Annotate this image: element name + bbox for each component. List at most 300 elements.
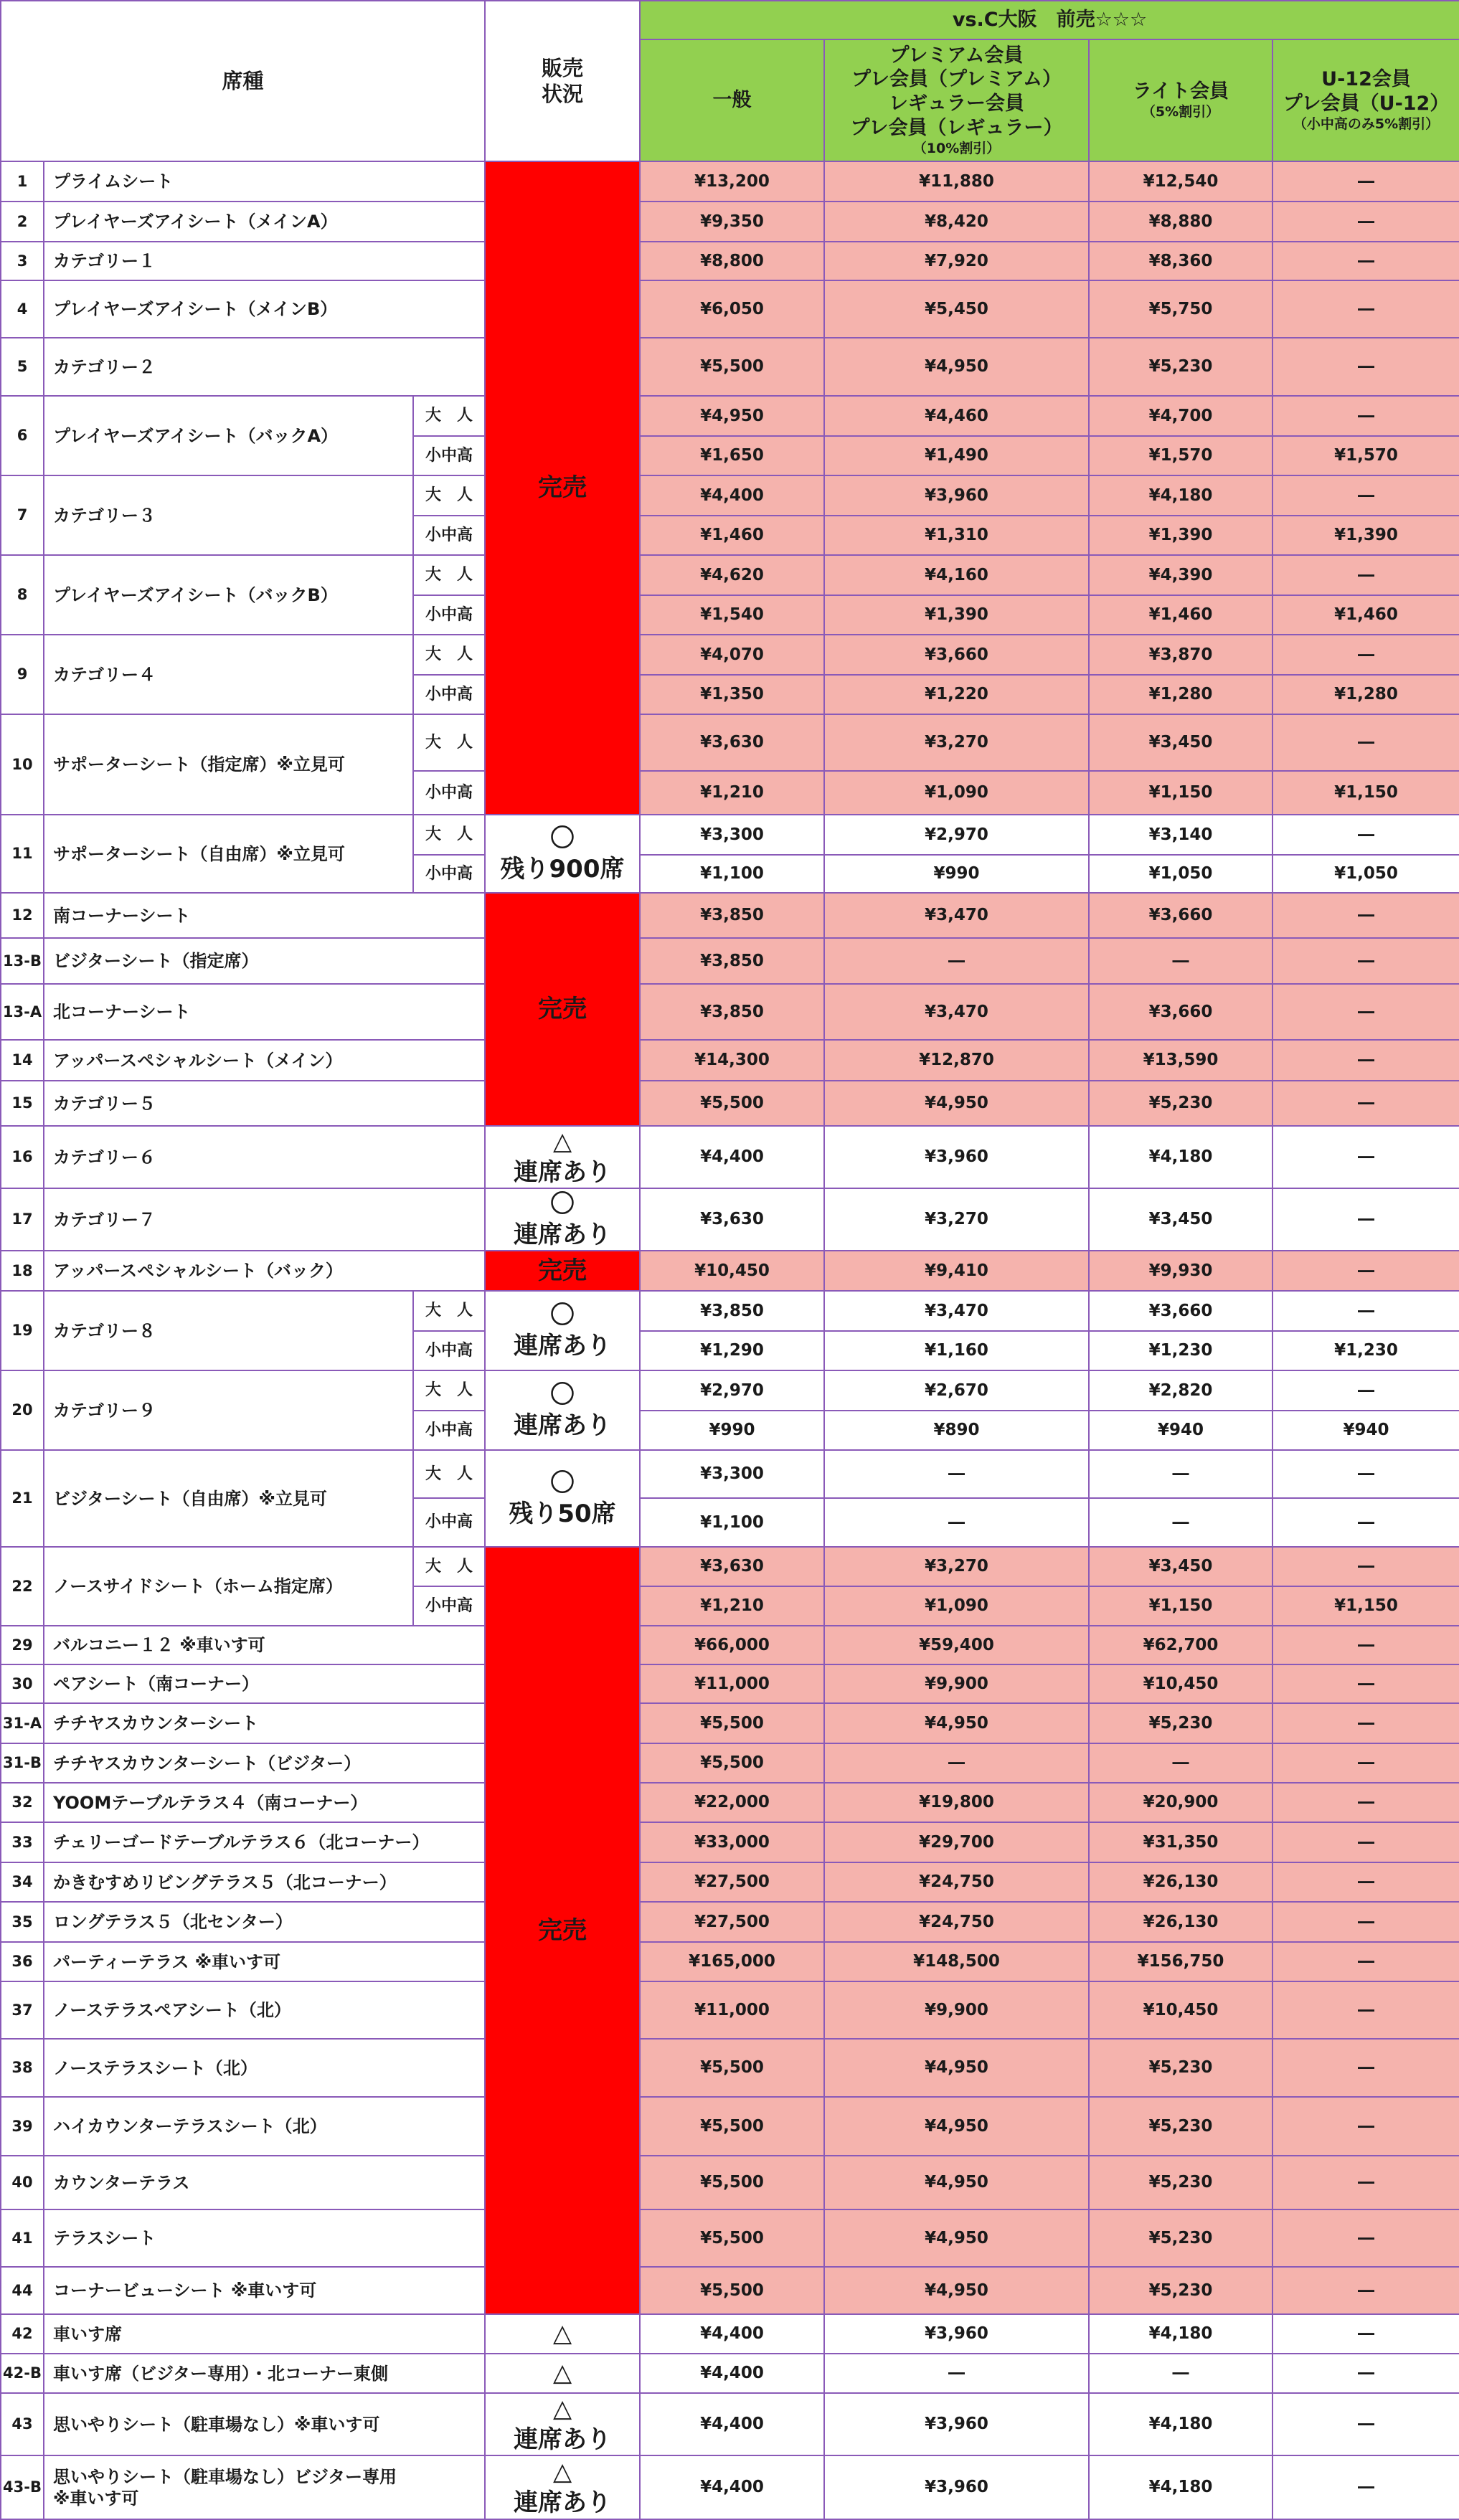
price-u12: ― [1273,1498,1459,1547]
seat-name: カテゴリー２ [44,338,485,396]
price-u12: ― [1273,2354,1459,2393]
seat-number: 13-A [1,984,44,1040]
seat-name: コーナービューシート ※車いす可 [44,2267,485,2314]
age-category: 小中高 [413,771,485,815]
status-label: 完売 [538,1915,587,1945]
price-premium: ¥5,450 [824,280,1089,338]
table-row [1,2455,1459,2519]
seat-name: チチヤスカウンターシート（ビジター） [44,1743,485,1783]
price-lite: ¥2,820 [1089,1370,1273,1411]
seat-name: カテゴリー７ [44,1188,485,1251]
price-premium: ¥1,090 [824,771,1089,815]
price-premium: ― [824,1743,1089,1783]
price-lite: ¥3,870 [1089,635,1273,675]
price-general: ¥4,950 [640,396,824,436]
table-row [1,1942,1459,1981]
table-row [1,280,1459,338]
table-row [1,1251,1459,1291]
price-u12: ― [1273,1547,1459,1586]
table-row [1,161,1459,202]
seat-name: バルコニー１２ ※車いす可 [44,1626,485,1664]
status-label: 〇 残り900席 [500,824,625,884]
table-row [1,1783,1459,1822]
table-row [1,1743,1459,1783]
seat-name: カテゴリー９ [44,1370,413,1450]
price-u12: ― [1273,1626,1459,1664]
price-u12: ― [1273,280,1459,338]
price-general: ¥4,620 [640,555,824,595]
price-u12: ¥1,150 [1273,1586,1459,1626]
price-general: ¥1,210 [640,771,824,815]
table-row [1,1626,1459,1664]
price-lite: ¥5,230 [1089,2267,1273,2314]
price-u12: ― [1273,242,1459,280]
seat-name: パーティーテラス ※車いす可 [44,1942,485,1981]
table-row [1,1188,1459,1251]
price-lite: ¥3,140 [1089,815,1273,855]
age-category: 小中高 [413,436,485,475]
seat-name: ノースサイドシート（ホーム指定席） [44,1547,413,1626]
price-general: ¥5,500 [640,2209,824,2267]
header-status [485,1,640,161]
seat-number: 42-B [1,2354,44,2393]
price-premium: ¥4,950 [824,2267,1089,2314]
status-soldout [485,893,640,1126]
table-row [1,893,1459,938]
seat-number: 20 [1,1370,44,1450]
age-category: 小中高 [413,516,485,555]
table-row [1,202,1459,242]
price-general: ¥4,400 [640,1126,824,1188]
status-label: △ 連席あり [514,1127,612,1187]
status-label: 〇 連席あり [514,1190,612,1249]
price-general: ¥5,500 [640,1703,824,1743]
price-general: ¥3,850 [640,938,824,984]
price-lite: ¥4,180 [1089,2314,1273,2354]
price-lite: ― [1089,938,1273,984]
age-category: 大 人 [413,1450,485,1498]
header-u12-note: （小中高のみ5%割引） [1293,115,1440,132]
status-availability [485,1450,640,1547]
price-u12: ¥1,150 [1273,771,1459,815]
price-premium: ¥1,390 [824,595,1089,635]
price-general: ¥5,500 [640,1743,824,1783]
price-lite: ¥10,450 [1089,1664,1273,1703]
price-lite: ¥26,130 [1089,1902,1273,1942]
price-premium: ¥11,880 [824,161,1089,202]
price-general: ¥66,000 [640,1626,824,1664]
price-lite: ¥5,750 [1089,280,1273,338]
status-soldout [485,161,640,815]
price-general: ¥2,970 [640,1370,824,1411]
status-label: 完売 [538,473,587,503]
price-lite: ― [1089,1450,1273,1498]
header-u12-label: U-12会員 プレ会員（U-12） [1283,68,1450,115]
price-lite: ¥4,390 [1089,555,1273,595]
age-category: 小中高 [413,595,485,635]
table-row [1,338,1459,396]
price-u12: ― [1273,1981,1459,2039]
seat-name: カテゴリー１ [44,242,485,280]
price-premium: ¥3,960 [824,2455,1089,2519]
price-general: ¥1,540 [640,595,824,635]
price-u12: ― [1273,2455,1459,2519]
seat-name: プレイヤーズアイシート（バックA） [44,396,413,475]
seat-name: サポーターシート（自由席）※立見可 [44,815,413,893]
seat-name: カテゴリー６ [44,1126,485,1188]
price-general: ¥5,500 [640,338,824,396]
price-general: ¥1,460 [640,516,824,555]
price-u12: ¥1,280 [1273,675,1459,714]
status-availability [485,1291,640,1370]
price-u12: ― [1273,815,1459,855]
price-premium: ¥4,950 [824,1081,1089,1126]
price-general: ¥1,100 [640,1498,824,1547]
price-premium: ¥24,750 [824,1902,1089,1942]
price-premium: ¥1,090 [824,1586,1089,1626]
seat-name: サポーターシート（指定席）※立見可 [44,714,413,815]
price-u12: ― [1273,2209,1459,2267]
price-u12: ¥1,050 [1273,855,1459,893]
seat-number: 30 [1,1664,44,1703]
age-category: 大 人 [413,635,485,675]
price-premium: ¥29,700 [824,1822,1089,1862]
table-row [1,1822,1459,1862]
seat-name: アッパースペシャルシート（バック） [44,1251,485,1291]
seat-name: テラスシート [44,2209,485,2267]
age-category: 大 人 [413,714,485,771]
seat-number: 11 [1,815,44,893]
seat-number: 31-B [1,1743,44,1783]
price-premium: ¥3,660 [824,635,1089,675]
price-u12: ― [1273,635,1459,675]
seat-number: 9 [1,635,44,714]
price-lite: ¥5,230 [1089,2156,1273,2209]
price-lite: ¥4,180 [1089,1126,1273,1188]
seat-number: 14 [1,1040,44,1081]
seat-number: 42 [1,2314,44,2354]
seat-number: 16 [1,1126,44,1188]
seat-number: 37 [1,1981,44,2039]
age-category: 小中高 [413,1586,485,1626]
price-premium: ¥1,490 [824,436,1089,475]
price-u12: ― [1273,1783,1459,1822]
price-u12: ― [1273,396,1459,436]
seat-number: 2 [1,202,44,242]
seat-name: 車いす席（ビジター専用）・北コーナー東側 [44,2354,485,2393]
table-row [1,242,1459,280]
table-row [1,938,1459,984]
status-label: 〇 連席あり [514,1301,612,1360]
seat-name: カテゴリー４ [44,635,413,714]
header-seat-type: 席種 [1,1,485,161]
price-premium: ¥990 [824,855,1089,893]
price-premium: ¥24,750 [824,1862,1089,1902]
price-lite: ¥5,230 [1089,1703,1273,1743]
seat-name: チチヤスカウンターシート [44,1703,485,1743]
price-u12: ― [1273,1902,1459,1942]
table-row [1,2039,1459,2097]
seat-name: YOOMテーブルテラス４（南コーナー） [44,1783,485,1822]
price-general: ¥33,000 [640,1822,824,1862]
seat-name: 北コーナーシート [44,984,485,1040]
seat-name: カテゴリー５ [44,1081,485,1126]
price-premium: ¥4,950 [824,2097,1089,2156]
price-premium: ¥4,950 [824,1703,1089,1743]
price-premium: ¥3,960 [824,475,1089,516]
price-u12: ― [1273,1126,1459,1188]
table-row [1,1081,1459,1126]
price-general: ¥3,850 [640,984,824,1040]
status-availability [485,1370,640,1450]
price-general: ¥4,400 [640,2393,824,2455]
price-u12: ― [1273,714,1459,771]
header-status-label: 販売 状況 [542,55,584,106]
price-lite: ― [1089,2354,1273,2393]
seat-number: 5 [1,338,44,396]
price-lite: ¥12,540 [1089,161,1273,202]
age-category: 小中高 [413,1411,485,1450]
table-row [1,555,1459,595]
table-row [1,1370,1459,1411]
price-u12: ¥1,570 [1273,436,1459,475]
header-lite-note: （5%割引） [1141,104,1220,120]
table-row [1,635,1459,675]
seat-number: 18 [1,1251,44,1291]
price-u12: ― [1273,893,1459,938]
status-label: △ [552,2359,572,2388]
table-row [1,2354,1459,2393]
price-lite: ¥5,230 [1089,1081,1273,1126]
price-general: ¥1,350 [640,675,824,714]
seat-number: 31-A [1,1703,44,1743]
price-u12: ¥1,460 [1273,595,1459,635]
price-u12: ― [1273,1251,1459,1291]
price-general: ¥5,500 [640,1081,824,1126]
header-lite-label: ライト会員 [1132,80,1229,103]
status-availability [485,2354,640,2393]
seat-number: 29 [1,1626,44,1664]
age-category: 大 人 [413,396,485,436]
price-premium: ¥3,270 [824,1547,1089,1586]
seat-name: 車いす席 [44,2314,485,2354]
price-general: ¥5,500 [640,2039,824,2097]
price-general: ¥1,210 [640,1586,824,1626]
header-premium-label: プレミアム会員 プレ会員（プレミアム） レギュラー会員 プレ会員（レギュラー） [850,44,1063,139]
header-premium-note: （10%割引） [912,140,1001,156]
seat-number: 12 [1,893,44,938]
price-premium: ¥3,960 [824,2314,1089,2354]
price-u12: ― [1273,1862,1459,1902]
status-soldout [485,1547,640,2314]
price-premium: ¥3,960 [824,1126,1089,1188]
price-u12: ― [1273,938,1459,984]
table-row [1,475,1459,516]
price-general: ¥4,400 [640,475,824,516]
price-general: ¥27,500 [640,1902,824,1942]
table-row [1,396,1459,436]
price-u12: ― [1273,1081,1459,1126]
price-premium: ¥12,870 [824,1040,1089,1081]
price-premium: ¥890 [824,1411,1089,1450]
price-premium: ¥148,500 [824,1942,1089,1981]
price-general: ¥10,450 [640,1251,824,1291]
price-general: ¥8,800 [640,242,824,280]
status-availability [485,2314,640,2354]
price-general: ¥3,850 [640,1291,824,1331]
seat-number: 15 [1,1081,44,1126]
price-premium: ¥3,960 [824,2393,1089,2455]
seat-number: 10 [1,714,44,815]
status-soldout [485,1251,640,1291]
price-lite: ¥4,700 [1089,396,1273,436]
price-lite: ¥3,450 [1089,1547,1273,1586]
price-u12: ― [1273,1188,1459,1251]
price-general: ¥990 [640,1411,824,1450]
price-lite: ¥5,230 [1089,2039,1273,2097]
price-premium: ¥4,160 [824,555,1089,595]
table-row [1,1126,1459,1188]
seat-number: 33 [1,1822,44,1862]
price-lite: ¥3,660 [1089,1291,1273,1331]
price-general: ¥4,400 [640,2354,824,2393]
price-premium: ¥8,420 [824,202,1089,242]
price-u12: ― [1273,2393,1459,2455]
seat-number: 32 [1,1783,44,1822]
price-premium: ― [824,938,1089,984]
price-general: ¥11,000 [640,1981,824,2039]
price-general: ¥22,000 [640,1783,824,1822]
price-premium: ¥3,470 [824,893,1089,938]
price-general: ¥3,300 [640,1450,824,1498]
table-row [1,2314,1459,2354]
price-premium: ¥3,470 [824,984,1089,1040]
age-category: 大 人 [413,1547,485,1586]
price-general: ¥3,300 [640,815,824,855]
status-availability [485,1126,640,1188]
price-general: ¥3,630 [640,1547,824,1586]
seat-name: かきむすめリビングテラス５（北コーナー） [44,1862,485,1902]
price-u12: ― [1273,984,1459,1040]
seat-number: 39 [1,2097,44,2156]
price-premium: ― [824,1450,1089,1498]
seat-name: アッパースペシャルシート（メイン） [44,1040,485,1081]
seat-number: 34 [1,1862,44,1902]
seat-name: ロングテラス５（北センター） [44,1902,485,1942]
seat-name: ビジターシート（自由席）※立見可 [44,1450,413,1547]
age-category: 大 人 [413,555,485,595]
price-premium: ¥9,900 [824,1664,1089,1703]
price-u12: ― [1273,475,1459,516]
price-lite: ¥1,390 [1089,516,1273,555]
table-row [1,1547,1459,1586]
status-label: △ 連席あり [514,2458,612,2517]
price-general: ¥4,070 [640,635,824,675]
price-lite: ¥62,700 [1089,1626,1273,1664]
price-lite: ¥8,880 [1089,202,1273,242]
seat-name: ノーステラスペアシート（北） [44,1981,485,2039]
price-lite: ― [1089,1743,1273,1783]
price-general: ¥3,630 [640,714,824,771]
price-lite: ¥3,450 [1089,714,1273,771]
price-u12: ― [1273,1450,1459,1498]
price-u12: ― [1273,1040,1459,1081]
table-row [1,2209,1459,2267]
status-availability [485,1188,640,1251]
price-general: ¥1,650 [640,436,824,475]
seat-number: 40 [1,2156,44,2209]
price-premium: ¥1,220 [824,675,1089,714]
price-premium: ¥9,410 [824,1251,1089,1291]
seat-number: 44 [1,2267,44,2314]
price-u12: ― [1273,1703,1459,1743]
price-u12: ¥1,390 [1273,516,1459,555]
seat-number: 3 [1,242,44,280]
price-lite: ¥9,930 [1089,1251,1273,1291]
price-lite: ¥4,180 [1089,475,1273,516]
price-premium: ¥59,400 [824,1626,1089,1664]
status-label: △ [552,2319,572,2349]
table-row [1,2156,1459,2209]
price-premium: ¥3,270 [824,1188,1089,1251]
price-general: ¥1,100 [640,855,824,893]
price-premium: ¥3,470 [824,1291,1089,1331]
status-label: 完売 [538,1256,587,1285]
table-row [1,1450,1459,1498]
table-row [1,1703,1459,1743]
price-lite: ¥31,350 [1089,1822,1273,1862]
status-availability [485,815,640,893]
price-u12: ¥1,230 [1273,1331,1459,1370]
table-row [1,984,1459,1040]
price-lite: ¥156,750 [1089,1942,1273,1981]
price-lite: ¥26,130 [1089,1862,1273,1902]
header-premium [824,39,1089,161]
seat-name: カテゴリー８ [44,1291,413,1370]
price-u12: ― [1273,2039,1459,2097]
price-u12: ― [1273,338,1459,396]
age-category: 大 人 [413,1370,485,1411]
age-category: 小中高 [413,1331,485,1370]
table-row [1,1902,1459,1942]
age-category: 小中高 [413,675,485,714]
price-u12: ― [1273,2267,1459,2314]
price-lite: ¥5,230 [1089,338,1273,396]
seat-number: 35 [1,1902,44,1942]
seat-name: ノーステラスシート（北） [44,2039,485,2097]
price-general: ¥13,200 [640,161,824,202]
age-category: 大 人 [413,1291,485,1331]
seat-number: 7 [1,475,44,555]
price-u12: ― [1273,1664,1459,1703]
seat-number: 43 [1,2393,44,2455]
age-category: 小中高 [413,855,485,893]
price-lite: ¥1,150 [1089,1586,1273,1626]
price-premium: ¥4,460 [824,396,1089,436]
seat-number: 36 [1,1942,44,1981]
price-u12: ― [1273,202,1459,242]
table-row [1,1291,1459,1331]
seat-number: 38 [1,2039,44,2097]
price-u12: ― [1273,2097,1459,2156]
price-premium: ¥1,160 [824,1331,1089,1370]
status-availability [485,2455,640,2519]
seat-name: 思いやりシート（駐車場なし）ビジター専用 ※車いす可 [44,2455,485,2519]
seat-name: カテゴリー３ [44,475,413,555]
price-premium: ¥7,920 [824,242,1089,280]
price-general: ¥27,500 [640,1862,824,1902]
age-category: 小中高 [413,1498,485,1547]
